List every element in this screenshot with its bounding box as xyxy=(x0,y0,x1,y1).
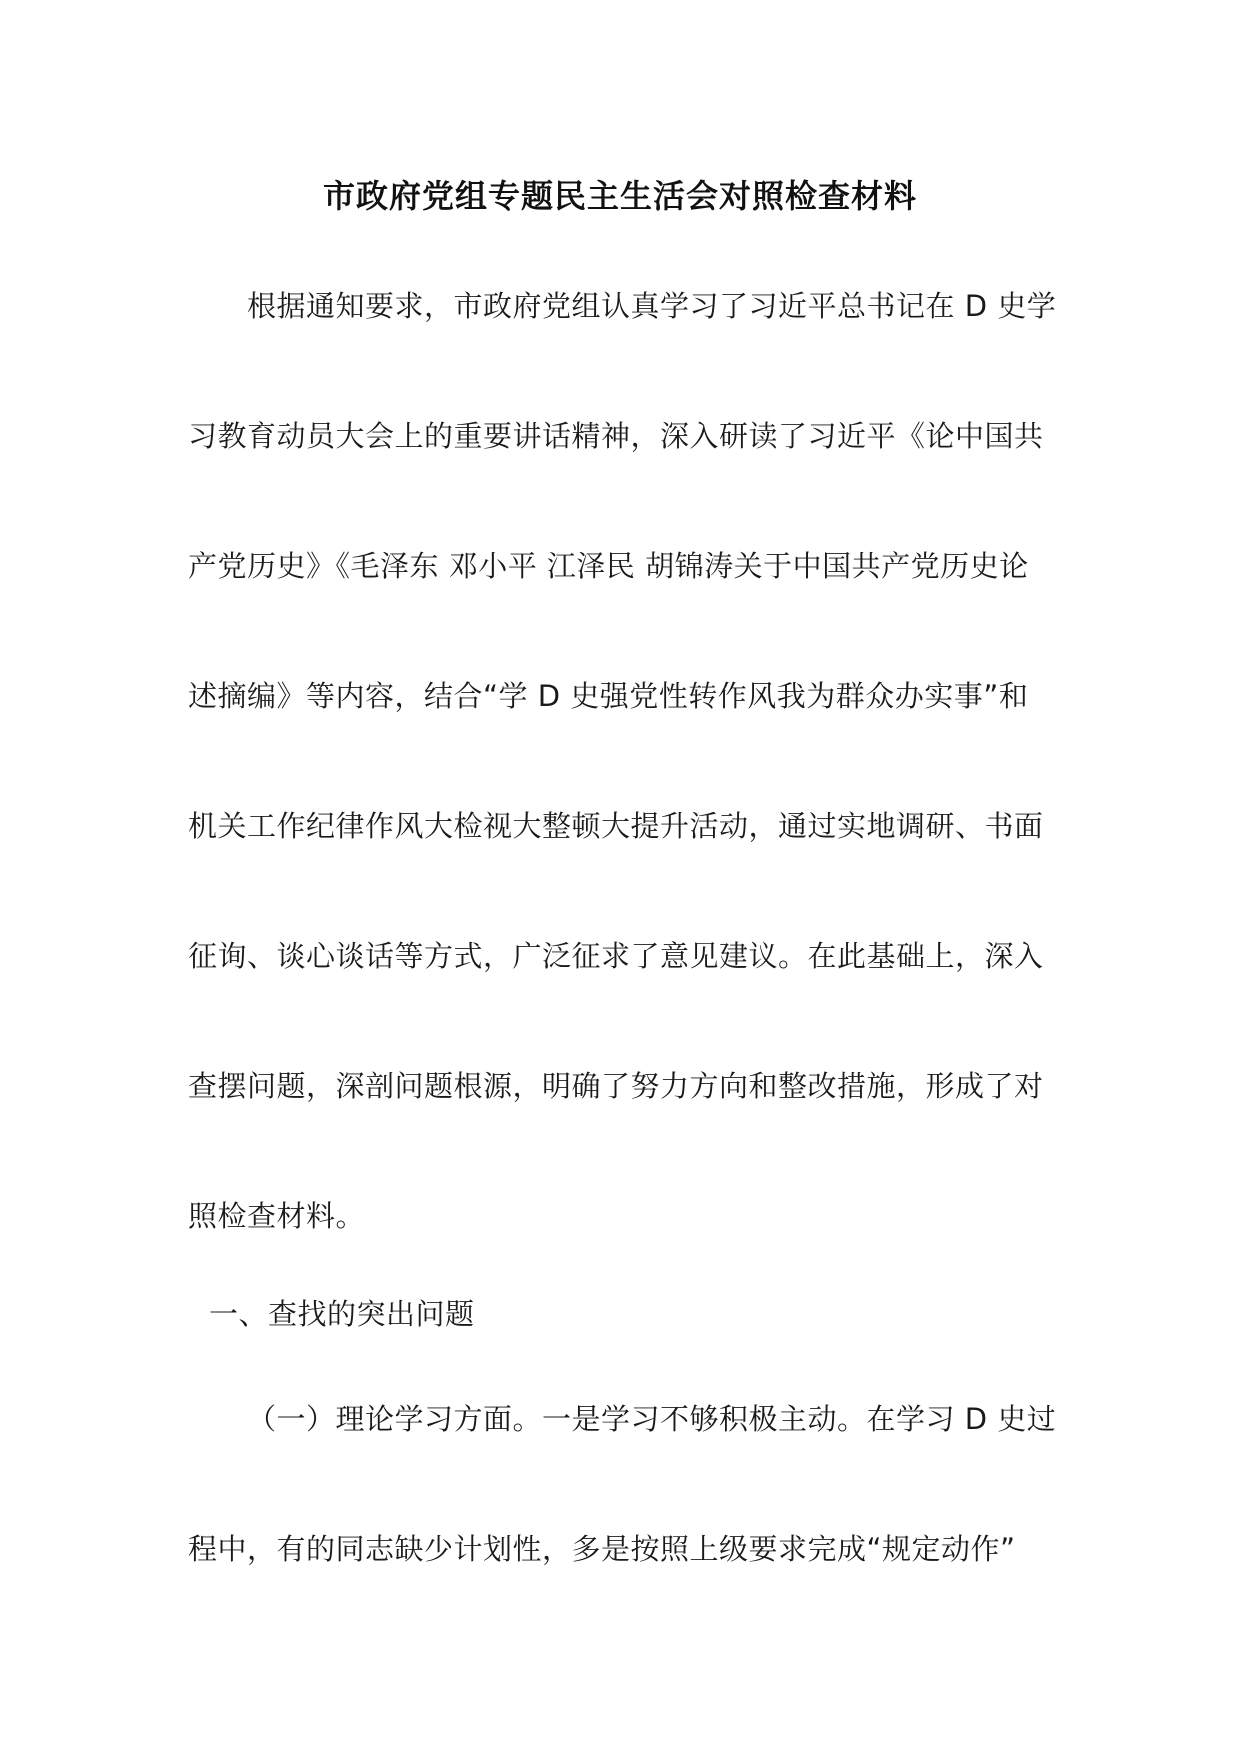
paragraph-line: 根据通知要求，市政府党组认真学习了习近平总书记在 D 史学 xyxy=(247,289,1057,323)
section-heading: 一、查找的突出问题 xyxy=(209,1297,475,1331)
paragraph-line: 习教育动员大会上的重要讲话精神，深入研读了习近平《论中国共 xyxy=(188,419,1044,453)
paragraph-line: 机关工作纪律作风大检视大整顿大提升活动，通过实地调研、书面 xyxy=(188,809,1044,843)
document-title: 市政府党组专题民主生活会对照检查材料 xyxy=(322,177,917,215)
paragraph-line: 产党历史》《毛泽东 邓小平 江泽民 胡锦涛关于中国共产党历史论 xyxy=(188,549,1029,583)
paragraph-line: （一）理论学习方面。一是学习不够积极主动。在学习 D 史过 xyxy=(247,1402,1057,1436)
paragraph-line: 查摆问题，深剖问题根源，明确了努力方向和整改措施，形成了对 xyxy=(188,1069,1044,1103)
paragraph-line: 程中，有的同志缺少计划性，多是按照上级要求完成“规定动作” xyxy=(188,1532,1016,1566)
paragraph-line: 征询、谈心谈话等方式，广泛征求了意见建议。在此基础上，深入 xyxy=(188,939,1044,973)
paragraph-line: 照检查材料。 xyxy=(188,1199,366,1233)
paragraph-line: 述摘编》等内容，结合“学 D 史强党性转作风我为群众办实事”和 xyxy=(188,679,1029,713)
